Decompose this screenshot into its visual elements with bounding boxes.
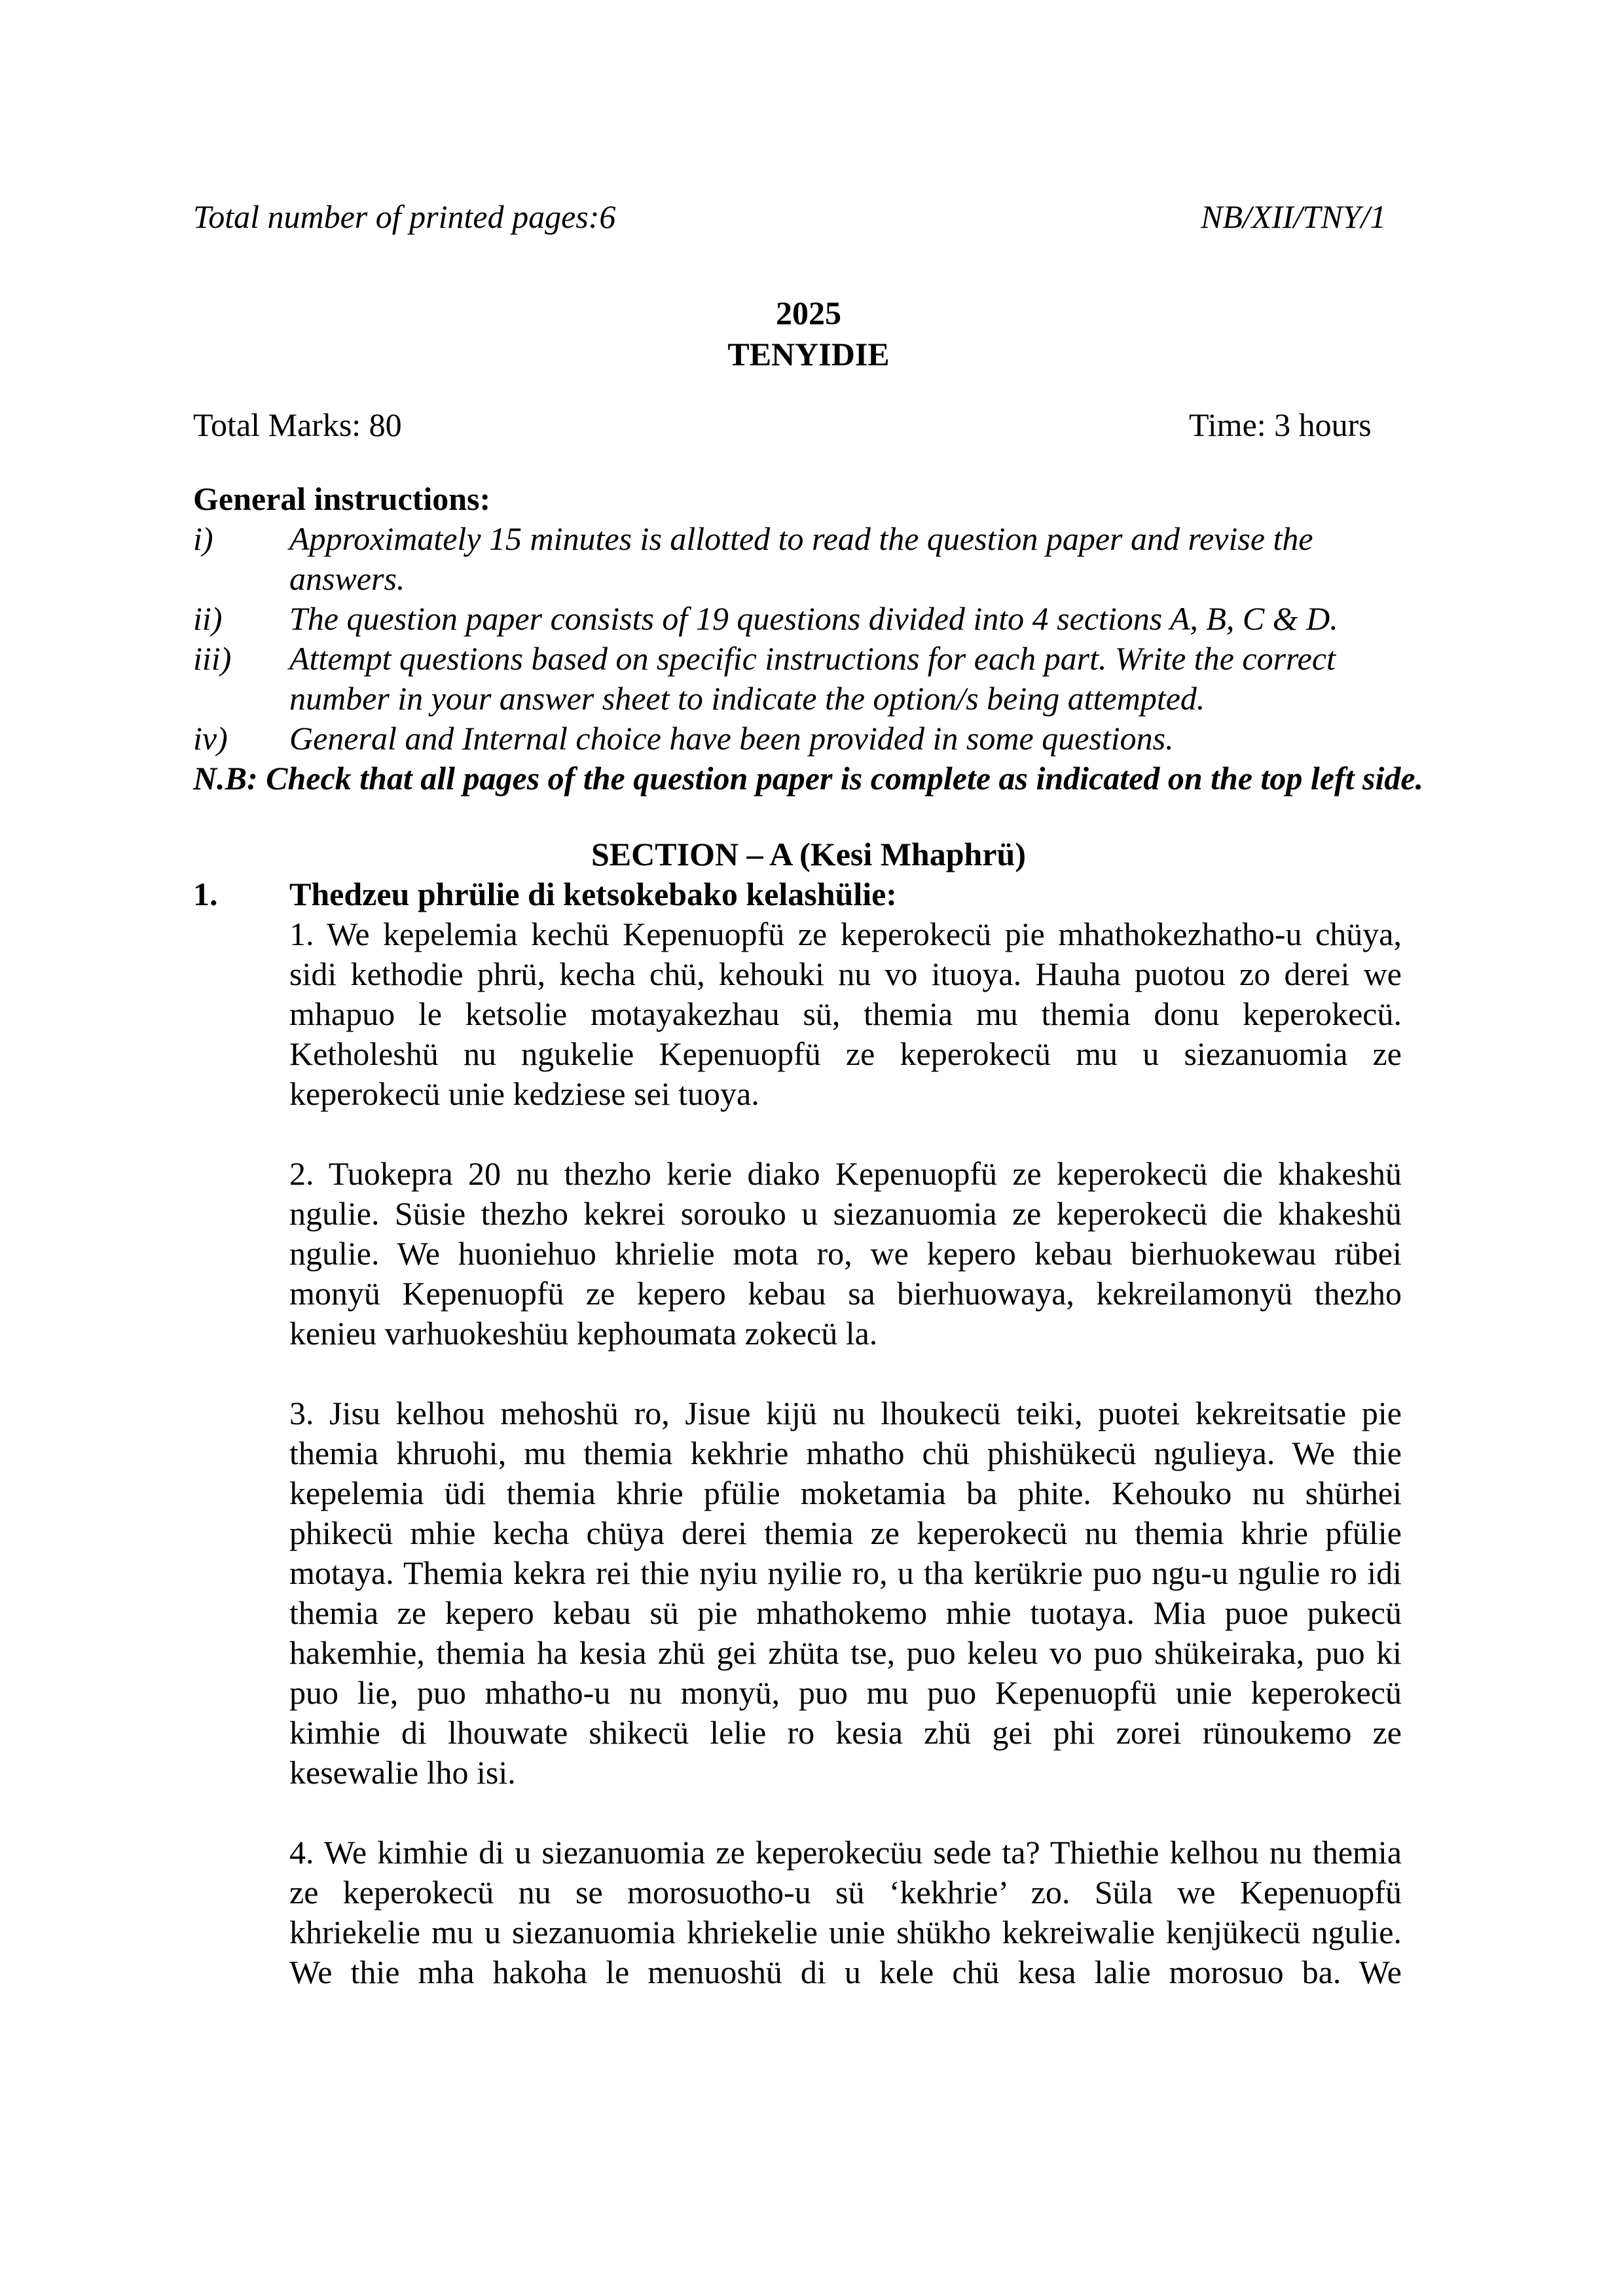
instruction-text: number in your answer sheet to indicate the option/s being attempted. bbox=[289, 680, 1205, 717]
instruction-text: General and Internal choice have been provided in some questions. bbox=[289, 720, 1174, 757]
passage-paragraph bbox=[289, 1154, 1402, 1354]
paragraph-line: ngulie. We huoniehuo khrielie mota ro, we kepero kebau bierhuokewau rübei bbox=[289, 1235, 1402, 1272]
question-heading bbox=[193, 874, 1424, 914]
instructions-list bbox=[193, 519, 1437, 759]
instruction-item bbox=[193, 559, 1437, 599]
paragraph-line: 1. We kepelemia kechü Kepenuopfü ze keperokecü pie mhathokezhatho-u chüya, bbox=[289, 916, 1402, 952]
passage-paragraph bbox=[289, 914, 1402, 1114]
instructions-title: General instructions: bbox=[193, 480, 491, 517]
total-marks: Total Marks: 80 bbox=[193, 406, 402, 443]
time-allowed: Time: 3 hours bbox=[1189, 406, 1372, 443]
paragraph-line: We thie mha hakoha le menuoshü di u kele chü kesa lalie morosuo ba. We bbox=[289, 1954, 1402, 1990]
paragraph-line: puo lie, puo mhatho-u nu monyü, puo mu puo Kepenuopfü unie keperokecü bbox=[289, 1674, 1402, 1711]
paragraph-line: Ketholeshü nu ngukelie Kepenuopfü ze keperokecü mu u siezanuomia ze bbox=[289, 1035, 1402, 1072]
passage-paragraph bbox=[289, 1393, 1402, 1793]
paragraph-line: khriekelie mu u siezanuomia khriekelie unie shükho kekreiwalie kenjükecü ngulie. bbox=[289, 1914, 1402, 1950]
section-a bbox=[193, 834, 1424, 1992]
instruction-item bbox=[193, 719, 1437, 759]
paragraph-line: sidi kethodie phrü, kecha chü, kehouki nu vo ituoya. Hauha puotou zo derei we bbox=[289, 956, 1402, 992]
paragraph-line: motaya. Themia kekra rei thie nyiu nyilie ro, u tha kerükrie puo ngu-u ngulie ro idi bbox=[289, 1554, 1402, 1591]
instruction-number: iv) bbox=[193, 720, 228, 757]
exam-year: 2025 bbox=[776, 295, 841, 331]
instruction-item bbox=[193, 679, 1437, 719]
paragraph-spacer bbox=[289, 1793, 1402, 1833]
instruction-text: The question paper consists of 19 questions divided into 4 sections A, B, C & D. bbox=[289, 600, 1338, 637]
paragraph-line: themia ze kepero kebau sü pie mhathokemo mhie tuotaya. Mia puoe pukecü bbox=[289, 1594, 1402, 1631]
passage bbox=[289, 914, 1402, 1992]
paragraph-line: monyü Kepenuopfü ze kepero kebau sa bierhuowaya, kekreilamonyü thezho bbox=[289, 1275, 1402, 1312]
paragraph-line: kimhie di lhouwate shikecü lelie ro kesia zhü gei phi zorei rünoukemo ze bbox=[289, 1714, 1402, 1751]
instruction-item bbox=[193, 639, 1437, 679]
passage-paragraph bbox=[289, 1833, 1402, 1992]
instruction-text: Attempt questions based on specific instructions for each part. Write the correct bbox=[289, 640, 1336, 677]
instruction-number: ii) bbox=[193, 600, 223, 637]
paragraph-spacer bbox=[289, 1354, 1402, 1393]
instruction-item bbox=[193, 599, 1437, 639]
paragraph-line: kenieu varhuokeshüu kephoumata zokecü la. bbox=[289, 1315, 878, 1352]
question-number: 1. bbox=[193, 876, 218, 912]
paragraph-line: 2. Tuokepra 20 nu thezho kerie diako Kepenuopfü ze keperokecü die khakeshü bbox=[289, 1155, 1402, 1192]
instruction-text: Approximately 15 minutes is allotted to read the question paper and revise the bbox=[289, 520, 1313, 557]
paragraph-line: mhapuo le ketsolie motayakezhau sü, themia mu themia donu keperokecü. bbox=[289, 996, 1402, 1032]
subject-title: TENYIDIE bbox=[727, 336, 890, 372]
paragraph-line: ze keperokecü nu se morosuotho-u sü ‘kekhrie’ zo. Süla we Kepenuopfü bbox=[289, 1874, 1402, 1910]
paragraph-line: kepelemia üdi themia khrie pfülie moketamia ba phite. Kehouko nu shürhei bbox=[289, 1475, 1402, 1511]
question-title: Thedzeu phrülie di ketsokebako kelashülie: bbox=[289, 876, 897, 912]
paragraph-line: ngulie. Süsie thezho kekrei sorouko u siezanuomia ze keperokecü die khakeshü bbox=[289, 1195, 1402, 1232]
instruction-text: answers. bbox=[289, 560, 405, 597]
instruction-item bbox=[193, 519, 1437, 559]
paragraph-line: hakemhie, themia ha kesia zhü gei zhüta tse, puo keleu vo puo shükeiraka, puo ki bbox=[289, 1634, 1402, 1671]
instruction-number: iii) bbox=[193, 640, 232, 677]
paragraph-line: keperokecü unie kedziese sei tuoya. bbox=[289, 1075, 759, 1112]
section-title: SECTION – A (Kesi Mhaphrü) bbox=[591, 836, 1026, 872]
pages-note: Total number of printed pages:6 bbox=[193, 198, 616, 235]
paragraph-line: phikecü mhie kecha chüya derei themia ze keperokecü nu themia khrie pfülie bbox=[289, 1515, 1402, 1551]
paper-code: NB/XII/TNY/1 bbox=[1201, 198, 1387, 235]
nb-note: N.B: Check that all pages of the question paper is complete as indicated on the top left side. bbox=[193, 760, 1424, 797]
paragraph-line: themia khruohi, mu themia kekhrie mhatho chü phishükecü ngulieya. We thie bbox=[289, 1435, 1402, 1471]
paragraph-line: 4. We kimhie di u siezanuomia ze keperokecüu sede ta? Thiethie kelhou nu themia bbox=[289, 1834, 1402, 1871]
instruction-number: i) bbox=[193, 520, 213, 557]
paragraph-line: kesewalie lho isi. bbox=[289, 1754, 516, 1791]
paragraph-spacer bbox=[289, 1114, 1402, 1154]
paragraph-line: 3. Jisu kelhou mehoshü ro, Jisue kijü nu lhoukecü teiki, puotei kekreitsatie pie bbox=[289, 1395, 1402, 1431]
general-instructions bbox=[193, 479, 1437, 798]
